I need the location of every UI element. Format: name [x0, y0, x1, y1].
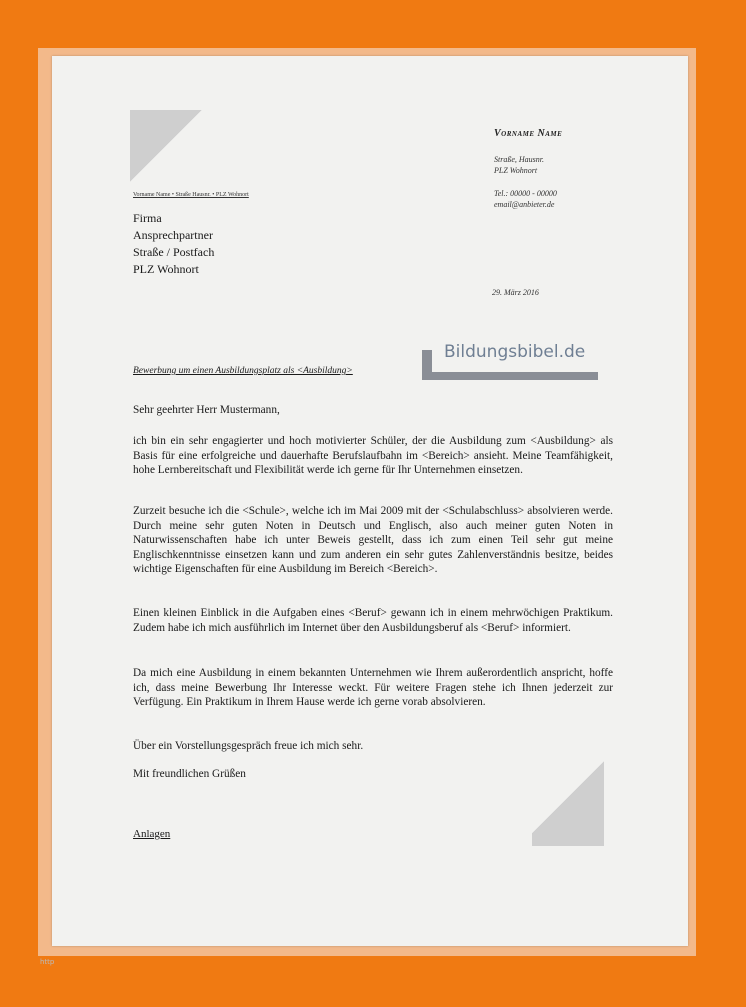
footer-mark: http [40, 958, 55, 966]
recipient-contact: Ansprechpartner [133, 228, 213, 242]
salutation: Sehr geehrter Herr Mustermann, [133, 404, 280, 416]
paragraph-1: ich bin ein sehr engagierter und hoch motivierter Schüler, der die Ausbildung zum <Ausbildung> als Basis für eine erfolgreiche und dauerhafte Berufslaufbahn im <Bereich> ansieht. Meine Teamfähigkeit, hohe Lernbereitschaft und Flexibilität werde ich gerne für Ihr Unternehmen einsetzen. [133, 435, 613, 477]
corner-decoration-bottom-right [532, 748, 604, 846]
paragraph-2: Zurzeit besuche ich die <Schule>, welche ich im Mai 2009 mit der <Schulabschluss> absolvieren werde. Durch meine sehr guten Noten in Deutsch und Englisch, also auch meiner guten Noten in Naturwissenschaften habe ich unter Beweis gestellt, dass ich zum einen Teil sehr gut meine Englischkenntnisse einsetzen kann und zum anderen ein sehr gutes Zahlenverständnis besitze, beides wichtige Eigenschaften für eine Ausbildung im Bereich <Bereich>. [133, 505, 613, 576]
sender-phone: Tel.: 00000 - 00000 [494, 189, 557, 198]
sender-contact [494, 188, 557, 210]
sender-street: Straße, Hausnr. [494, 155, 545, 164]
watermark-text: Bildungsbibel.de [444, 342, 586, 362]
return-address-line: Vorname Name • Straße Hausnr. • PLZ Wohnort [133, 192, 249, 198]
sender-name: Vorname Name [494, 128, 563, 139]
attachments-label: Anlagen [133, 828, 171, 840]
paragraph-5: Über ein Vorstellungsgespräch freue ich mich sehr. [133, 740, 364, 752]
recipient-company: Firma [133, 211, 162, 225]
sender-city: PLZ Wohnort [494, 166, 538, 175]
sender-address [494, 154, 544, 176]
recipient-street: Straße / Postfach [133, 245, 215, 259]
watermark-bar-bottom [422, 372, 598, 380]
watermark-logo [422, 342, 598, 380]
sender-email: email@anbieter.de [494, 200, 555, 209]
paragraph-4: Da mich eine Ausbildung in einem bekannten Unternehmen wie Ihrem außerordentlich anspricht, hoffe ich, dass meine Bewerbung Ihr Interesse weckt. Für weitere Fragen stehe ich Ihnen jederzeit zur Verfügung. Ein Praktikum in Ihrem Hause werde ich gerne vorab absolvieren. [133, 667, 613, 709]
letter-date: 29. März 2016 [492, 288, 539, 297]
letter-subject: Bewerbung um einen Ausbildungsplatz als <Ausbildung> [133, 366, 353, 376]
corner-decoration-top-left [130, 110, 202, 182]
paragraph-3: Einen kleinen Einblick in die Aufgaben eines <Beruf> gewann ich in einem mehrwöchigen Praktikum. Zudem habe ich mich ausführlich im Internet über den Ausbildungsberuf als <Beruf> informiert. [133, 607, 613, 634]
recipient-city: PLZ Wohnort [133, 262, 199, 276]
closing-phrase: Mit freundlichen Grüßen [133, 768, 246, 780]
recipient-address [133, 210, 214, 278]
